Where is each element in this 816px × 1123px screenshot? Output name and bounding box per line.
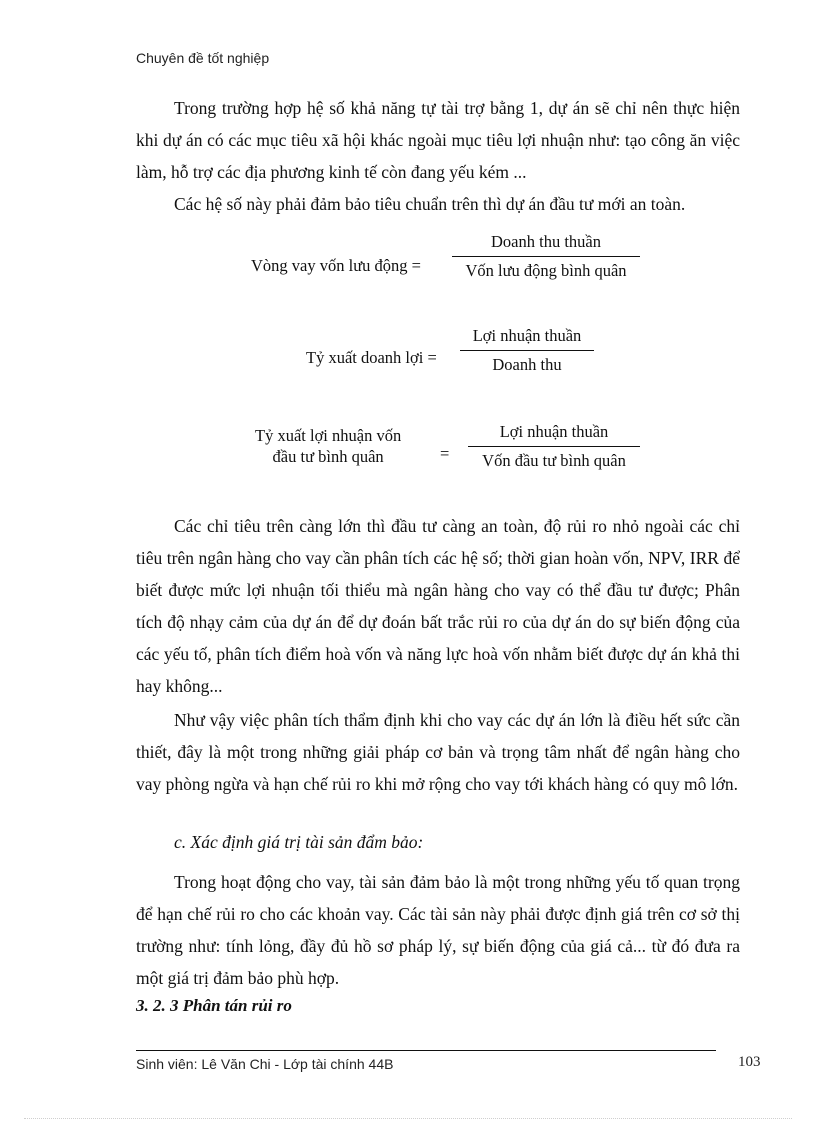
document-header: Chuyên đề tốt nghiệp: [136, 50, 270, 66]
formula-working-capital-turnover-label: Vòng vay vốn lưu động =: [251, 256, 421, 275]
paragraph-ratios-standard: Các hệ số này phải đảm bảo tiêu chuẩn trên thì dự án đầu tư mới an toàn.: [174, 194, 686, 214]
paragraph-collateral: Trong hoạt động cho vay, tài sản đảm bảo là một trong những yếu tố quan trọng để hạn chế rủi ro cho các khoản vay. Các tài sản này phải được định giá trên cơ sở thị trường như: tính lỏng, đầy đủ hồ sơ pháp lý, sự biến động của giá cả... từ đó đưa ra một giá trị đảm bảo phù hợp.: [136, 872, 740, 988]
formula-profit-margin-fraction: [460, 326, 594, 375]
formula-profit-margin-label: Tỷ xuất doanh lợi =: [306, 348, 437, 367]
fraction-bar: [468, 446, 640, 447]
page-edge-divider: [24, 1118, 792, 1119]
section-title: 3. 2. 3 Phân tán rủi ro: [136, 996, 292, 1015]
fraction-bar: [460, 350, 594, 351]
formula-working-capital-turnover-fraction: [452, 232, 640, 281]
fraction-bar: [452, 256, 640, 257]
paragraph-appraisal: Như vậy việc phân tích thẩm định khi cho vay các dự án lớn là điều hết sức cần thiết, đây là một trong những giải pháp cơ bản và trọng tâm nhất để ngân hàng cho vay phòng ngừa và hạn chế rủi ro khi mở rộng cho vay tới khách hàng có quy mô lớn.: [136, 710, 740, 794]
formula-numerator: Lợi nhuận thuần: [499, 422, 609, 441]
footer-student: Sinh viên: Lê Văn Chi - Lớp tài chính 44B: [136, 1056, 394, 1072]
formula-return-on-investment-label: [255, 425, 401, 467]
paragraph-indicators: Các chỉ tiêu trên càng lớn thì đầu tư càng an toàn, độ rủi ro nhỏ ngoài các chỉ tiêu trên ngân hàng cho vay cần phân tích các hệ số; thời gian hoàn vốn, NPV, IRR để biết được mức lợi nhuận tối thiểu mà ngân hàng cho vay có thể đầu tư được; Phân tích độ nhạy cảm của dự án để dự đoán bất trắc rủi ro của dự án do sự biến động của các yếu tố, phân tích điểm hoà vốn và năng lực hoà vốn nhằm biết được dự án khả thi hay không...: [136, 516, 740, 696]
formula-label-line-1: Tỷ xuất lợi nhuận vốn: [255, 426, 402, 445]
formula-return-on-investment-fraction: [468, 422, 640, 471]
paragraph-self-financing: Trong trường hợp hệ số khả năng tự tài trợ bằng 1, dự án sẽ chỉ nên thực hiện khi dự án có các mục tiêu xã hội khác ngoài mục tiêu lợi nhuận như: tạo công ăn việc làm, hỗ trợ các địa phương kinh tế còn đang yếu kém ...: [136, 98, 740, 182]
formula-numerator: Doanh thu thuần: [491, 232, 601, 251]
formula-numerator: Lợi nhuận thuần: [472, 326, 582, 345]
formula-label-line-2: đầu tư bình quân: [272, 447, 384, 466]
formula-denominator: Doanh thu: [492, 355, 562, 374]
subheading-collateral: c. Xác định giá trị tài sản đẩm bảo:: [174, 832, 424, 852]
formula-denominator: Vốn lưu động bình quân: [465, 261, 627, 280]
page-number: 103: [738, 1054, 761, 1070]
footer-divider: [136, 1050, 716, 1051]
formula-denominator: Vốn đầu tư bình quân: [482, 451, 626, 470]
formula-equals-sign: =: [440, 444, 450, 463]
